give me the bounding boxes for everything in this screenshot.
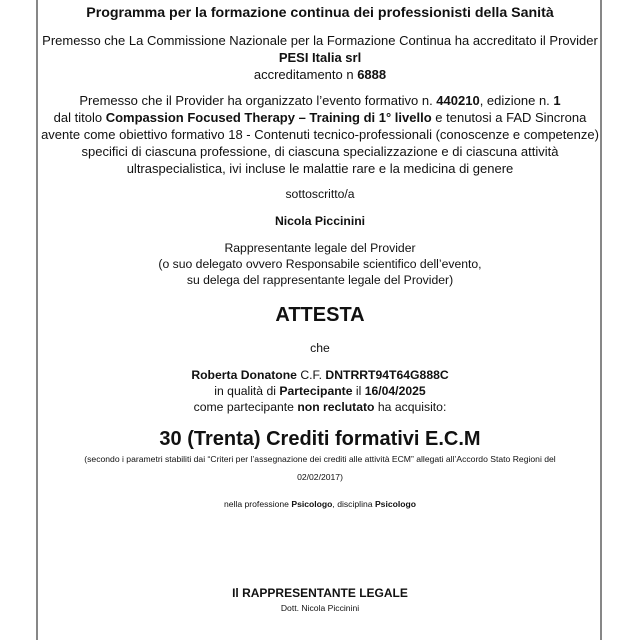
event-location: e tenutosi a FAD Sincrona: [431, 110, 587, 125]
credits-headline: 30 (Trenta) Crediti formativi E.C.M: [159, 428, 481, 450]
signer-name: [0, 213, 640, 229]
event-title: Compassion Focused Therapy – Training di 1° livello: [105, 110, 432, 125]
che-label: che: [310, 341, 330, 355]
date-prefix: il: [352, 384, 365, 398]
event-number-line: [0, 93, 640, 109]
signature-name: Dott. Nicola Piccinini: [280, 603, 360, 613]
signer-name-text: Nicola Piccinini: [274, 214, 366, 228]
provider-name: [0, 50, 640, 66]
edition-label: , edizione n.: [479, 93, 554, 108]
status-prefix: come partecipante: [193, 400, 298, 414]
accreditation-number-line: [0, 67, 640, 83]
cf-label: C.F.: [296, 368, 326, 382]
objective-line-2: specifici di ciascuna professione, di ciascuna specializzazione e di ciascuna attività: [81, 144, 559, 159]
objective-line-1: avente come obiettivo formativo 18 - Contenuti tecnico-professionali (conoscenze e competenze): [41, 127, 599, 142]
role-prefix: in qualità di: [214, 384, 280, 398]
participant-role: Partecipante: [279, 384, 353, 398]
event-title-line: [0, 110, 640, 126]
participant-cf: DNTRRT94T64G888C: [325, 368, 449, 382]
signature-title: Il RAPPRESENTANTE LEGALE: [232, 586, 408, 600]
status-suffix: ha acquisito:: [374, 400, 447, 414]
participation-date: 16/04/2025: [364, 384, 426, 398]
credits-note-line-2: 02/02/2017): [297, 472, 343, 482]
participant-status: non reclutato: [297, 400, 375, 414]
discipline-value: Psicologo: [374, 499, 417, 509]
edition-number: 1: [553, 93, 561, 108]
profession-value: Psicologo: [291, 499, 333, 509]
discipline-prefix: , disciplina: [332, 499, 375, 509]
accreditation-label: accreditamento n: [253, 67, 358, 82]
signer-role-line-2: (o suo delegato ovvero Responsabile scientifico dell’evento,: [158, 257, 482, 271]
credits-note-line-1: (secondo i parametri stabiliti dai “Criteri per l’assegnazione dei crediti alle attività ECM” allegati all’Accordo Stato Regioni del: [84, 454, 556, 464]
participant-line: [0, 367, 640, 383]
premise-accreditation-line: Premesso che La Commissione Nazionale per la Formazione Continua ha accreditato il Provider: [42, 33, 598, 48]
attesta-heading: ATTESTA: [275, 304, 365, 326]
provider-name-text: PESI Italia srl: [278, 50, 362, 65]
profession-line: [0, 499, 640, 510]
event-title-prefix: dal titolo: [53, 110, 106, 125]
signed-label: sottoscritto/a: [285, 187, 355, 201]
document-title: Programma per la formazione continua dei professionisti della Sanità: [86, 5, 554, 21]
event-prefix: Premesso che il Provider ha organizzato l’evento formativo n.: [79, 93, 437, 108]
signer-role-line-1: Rappresentante legale del Provider: [224, 241, 416, 255]
participant-name: Roberta Donatone: [191, 368, 297, 382]
objective-line-3: ultraspecialistica, ivi incluse le malattie rare e la medicina di genere: [126, 161, 514, 176]
participant-role-line: [0, 383, 640, 399]
profession-prefix: nella professione: [223, 499, 292, 509]
signer-role-line-3: su delega del rappresentante legale del Provider): [186, 273, 454, 287]
participant-status-line: [0, 399, 640, 415]
accreditation-number: 6888: [357, 67, 387, 82]
event-number: 440210: [436, 93, 480, 108]
